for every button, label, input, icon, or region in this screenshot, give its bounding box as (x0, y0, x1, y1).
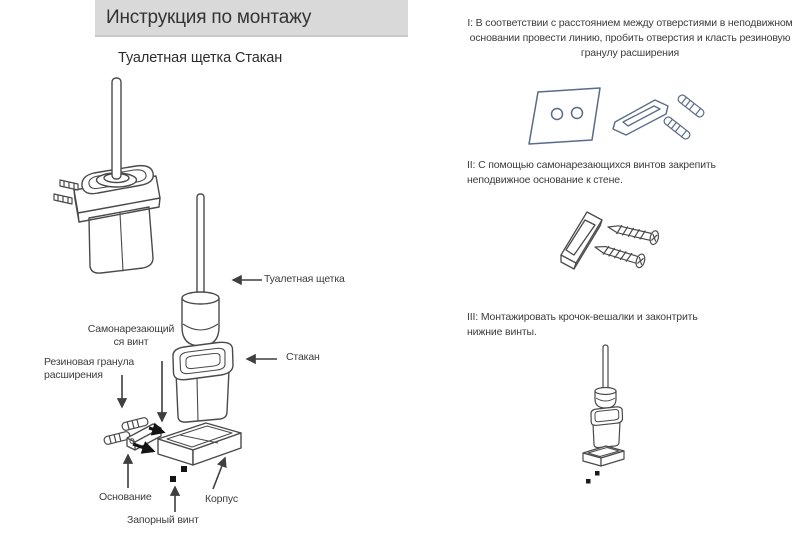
exploded-diagram-drawing (30, 66, 450, 534)
instruction-step-2: II: С помощью самонарезающихся винтов закрепить неподвижное основание к стене. (467, 159, 716, 186)
label-rubber-granule: Резиновая гранула расширения (44, 356, 135, 381)
brush-handle-drawing (603, 345, 608, 390)
step2-illustration (540, 205, 720, 300)
label-toilet-brush: Туалетная щетка (264, 273, 345, 285)
label-tapping-screw: Самонарезающийся винт (87, 323, 175, 348)
step3-illustration (558, 340, 673, 532)
wall-anchors-drawing (663, 94, 706, 141)
instruction-step-1: I: В соответствии с расстоянием между отверстиями в неподвижном основании провести линию, пробить отверстия и класть резиновую гранулу расширения (467, 17, 793, 59)
housing-tray-drawing (158, 423, 241, 465)
page-title: Инструкция по монтажу (95, 0, 408, 37)
mount-bracket-drawing (561, 212, 602, 269)
diagram-subtitle: Туалетная щетка Стакан (118, 50, 283, 66)
label-base: Основание (99, 491, 152, 503)
assembled-unit-drawing (54, 78, 160, 273)
exploded-brush-drawing (182, 194, 219, 346)
lock-screws-drawing (586, 471, 600, 484)
instruction-step-3: III: Монтажировать крочок-вешалки и законтрить нижние винты. (467, 311, 698, 338)
label-lock-screw: Запорный винт (127, 514, 199, 526)
step1-illustration (505, 80, 740, 165)
tapping-screws-drawing (593, 220, 660, 269)
lock-screws-drawing (170, 466, 187, 482)
bracket-drawing (613, 100, 668, 135)
wall-plate-drawing (529, 88, 600, 144)
tray-drawing (583, 446, 624, 466)
exploded-cup-drawing (173, 342, 233, 422)
label-body: Корпус (205, 493, 238, 505)
label-cup: Стакан (286, 351, 320, 363)
brush-head-drawing (595, 388, 616, 409)
cup-drawing (591, 407, 623, 448)
